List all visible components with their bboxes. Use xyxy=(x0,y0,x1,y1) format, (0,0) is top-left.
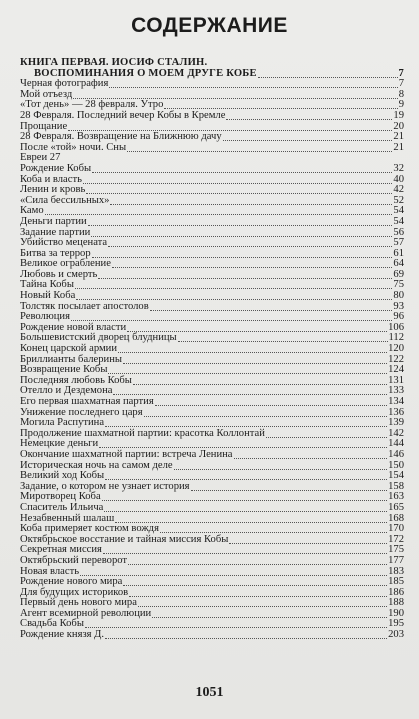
leader-dots xyxy=(61,153,403,161)
toc-entry-page: 57 xyxy=(393,237,404,249)
toc-entry-page: 122 xyxy=(388,353,404,365)
toc-entry-page: 175 xyxy=(388,544,404,556)
leader-dots xyxy=(86,185,392,194)
toc-entry-title: Унижение последнего царя xyxy=(20,406,143,418)
toc-entry-title: Новый Коба xyxy=(20,290,76,302)
toc-entry-title: Задание, о котором не узнает история xyxy=(20,480,190,492)
toc-entry-page: 163 xyxy=(388,491,404,503)
toc-entry-title: Рождение Кобы xyxy=(20,162,92,174)
toc-entry-page: 133 xyxy=(388,385,404,397)
toc-entry-title: Бриллианты балерины xyxy=(20,353,122,365)
leader-dots xyxy=(127,143,392,152)
toc-entry-title: Прощание xyxy=(20,120,68,132)
toc-entry-page: 120 xyxy=(388,343,404,355)
leader-dots xyxy=(128,556,387,565)
leader-dots xyxy=(191,482,388,491)
leader-dots xyxy=(112,259,393,268)
toc-entry-title: Революция xyxy=(20,311,70,323)
toc-entry-page: 154 xyxy=(388,470,404,482)
toc-entry-title: Деньги партии xyxy=(20,215,87,227)
toc-entry-title: Отелло и Дездемона xyxy=(20,385,113,397)
toc-entry xyxy=(20,270,404,281)
toc-entry-page: 21 xyxy=(393,131,404,143)
leader-dots xyxy=(223,132,393,141)
toc-entry xyxy=(20,143,404,154)
toc-entry-page: 75 xyxy=(393,279,404,291)
book-heading: КНИГА ПЕРВАЯ. ИОСИФ СТАЛИН. xyxy=(20,57,208,68)
leader-dots xyxy=(68,122,392,131)
leader-dots xyxy=(73,90,397,99)
toc-entry-title: Толстяк посылает апостолов xyxy=(20,300,149,312)
toc-entry-title: Рождение нового мира xyxy=(20,576,123,588)
leader-dots xyxy=(164,100,397,109)
toc-entry-page: 21 xyxy=(393,141,404,153)
toc-entry-title: 28 Февраля. Последний вечер Кобы в Кремле xyxy=(20,109,226,121)
toc-entry-page: 20 xyxy=(393,120,404,132)
toc-entry-page: 203 xyxy=(388,629,404,641)
leader-dots xyxy=(129,588,387,597)
leader-dots xyxy=(178,333,388,342)
toc-entry-title: Октябрьское восстание и тайная миссия Кобы xyxy=(20,533,229,545)
toc-entry-title: Убийство мецената xyxy=(20,237,108,249)
toc-entry-title: Новая власть xyxy=(20,565,80,577)
toc-entry-title: Окончание шахматной партии: встреча Ленина xyxy=(20,448,233,460)
leader-dots xyxy=(138,598,387,607)
leader-dots xyxy=(71,312,392,321)
toc-entry xyxy=(20,164,404,175)
toc-entry-page: 61 xyxy=(393,247,404,259)
toc-entry-title: Большевистский дворец блудницы xyxy=(20,332,177,344)
toc-entry-page: 177 xyxy=(388,554,404,566)
toc-entry-page: 54 xyxy=(393,205,404,217)
toc-entry-title: Агент всемирной революции xyxy=(20,607,152,619)
toc-entry xyxy=(20,79,404,90)
leader-dots xyxy=(174,461,388,470)
toc-entry-page: 106 xyxy=(388,321,404,333)
leader-dots xyxy=(99,439,387,448)
toc-entry-title: Рождение князя Д. xyxy=(20,629,105,641)
toc-entry-title: Камо xyxy=(20,205,44,217)
leader-dots xyxy=(144,408,388,417)
toc-entry-page: 32 xyxy=(393,162,404,174)
toc-entry-page: 69 xyxy=(393,268,404,280)
toc-entry xyxy=(20,217,404,228)
toc-entry-title: Секретная миссия xyxy=(20,544,102,556)
leader-dots xyxy=(123,577,387,586)
toc-entry-title: Историческая ночь на самом деле xyxy=(20,459,173,471)
leader-dots xyxy=(103,545,387,554)
toc-entry-title: Черная фотография xyxy=(20,78,109,90)
toc-entry-page: 52 xyxy=(393,194,404,206)
toc-entry-page: 56 xyxy=(393,226,404,238)
leader-dots xyxy=(266,429,387,438)
leader-dots xyxy=(123,355,387,364)
toc-entry xyxy=(20,556,404,567)
leader-dots xyxy=(160,524,387,533)
toc-entry-title: Ленин и кровь xyxy=(20,184,86,196)
toc-entry-title: «Сила бессильных» xyxy=(20,194,110,206)
page-number: 1051 xyxy=(195,685,224,700)
toc-entry xyxy=(20,630,404,641)
leader-dots xyxy=(88,217,393,226)
leader-dots xyxy=(92,164,392,173)
toc-entry-page: 93 xyxy=(393,300,404,312)
toc-entry-page: 139 xyxy=(388,417,404,429)
toc-entry xyxy=(20,111,404,122)
toc-entry-title: Любовь и смерть xyxy=(20,268,98,280)
leader-dots xyxy=(91,228,392,237)
toc-entry-page: 195 xyxy=(388,618,404,630)
leader-dots xyxy=(105,471,387,480)
leader-dots xyxy=(98,270,392,279)
toc-entry-page: 136 xyxy=(388,406,404,418)
leader-dots xyxy=(102,492,387,501)
leader-dots xyxy=(133,376,387,385)
leader-dots xyxy=(83,175,392,184)
leader-dots xyxy=(229,535,387,544)
toc-entry-page: 64 xyxy=(393,258,404,270)
toc-entry-page: 190 xyxy=(388,607,404,619)
toc-entry-page: 134 xyxy=(388,396,404,407)
leader-dots xyxy=(226,111,392,120)
leader-dots xyxy=(109,79,397,88)
toc-entry-title: Первый день нового мира xyxy=(20,597,137,609)
toc-entry-title: Рождение новой власти xyxy=(20,321,127,333)
toc-entry-title: Битва за террор xyxy=(20,247,91,259)
toc-entry-title: Октябрьский переворот xyxy=(20,554,128,566)
toc-entry-title: После «той» ночи. Сны xyxy=(20,141,127,153)
toc-entry-title: «Тот день» — 28 февраля. Утро xyxy=(20,99,164,111)
toc-entry xyxy=(20,503,404,514)
toc-entry-title: 28 Февраля. Возвращение на Ближнюю дачу xyxy=(20,131,222,143)
leader-dots xyxy=(104,503,387,512)
toc-entry-title: Великое ограбление xyxy=(20,258,111,270)
leader-dots xyxy=(110,196,392,205)
toc-entry-title: Последняя любовь Кобы xyxy=(20,374,132,386)
leader-dots xyxy=(234,450,388,459)
toc-entry-page: 172 xyxy=(388,533,404,545)
toc-entry-page: 144 xyxy=(388,438,404,450)
toc-entry-page: 54 xyxy=(393,215,404,227)
toc-entry-title: Коба и власть xyxy=(20,173,82,185)
toc-entry xyxy=(20,196,404,207)
toc-entry-title: Задание партии xyxy=(20,226,91,238)
leader-dots xyxy=(258,69,398,78)
leader-dots xyxy=(155,397,387,406)
toc-entry xyxy=(20,450,404,461)
toc-entry-title: Коба примеряет костюм вождя xyxy=(20,523,159,535)
toc-entry-page: 165 xyxy=(388,501,404,513)
book-subheading-title: ВОСПОМИНАНИЯ О МОЕМ ДРУГЕ КОБЕ xyxy=(34,67,257,79)
leader-dots xyxy=(85,619,387,628)
toc-entry-page: 131 xyxy=(388,374,404,386)
leader-dots xyxy=(150,302,393,311)
leader-dots xyxy=(108,238,392,247)
table-of-contents xyxy=(20,58,404,641)
leader-dots xyxy=(75,280,392,289)
toc-entry-page: 183 xyxy=(388,565,404,577)
leader-dots xyxy=(118,344,387,353)
toc-entry-page: 19 xyxy=(393,109,404,121)
leader-dots xyxy=(105,630,387,639)
leader-dots xyxy=(152,609,387,618)
book-subheading-page: 7 xyxy=(398,67,404,79)
toc-entry-page: 80 xyxy=(393,290,404,302)
toc-entry-page: 42 xyxy=(393,184,404,196)
toc-entry-title: Великий ход Кобы xyxy=(20,470,105,482)
toc-entry-page: 7 xyxy=(398,78,404,90)
toc-entry-page: 186 xyxy=(388,586,404,598)
toc-entry-page: 40 xyxy=(393,173,404,185)
toc-entry-title: Тайна Кобы xyxy=(20,279,74,291)
toc-entry-page: 112 xyxy=(388,332,404,344)
leader-dots xyxy=(105,418,387,427)
leader-dots xyxy=(45,206,393,215)
toc-entry-title: Евреи 27 xyxy=(20,152,61,164)
toc-entry-title: Могила Распутина xyxy=(20,417,105,429)
leader-dots xyxy=(113,386,387,395)
toc-entries xyxy=(20,79,404,640)
toc-entry-page: 124 xyxy=(388,364,404,376)
toc-entry-title: Мой отъезд xyxy=(20,88,73,100)
page-title: СОДЕРЖАНИЕ xyxy=(131,14,288,37)
toc-entry-title: Продолжение шахматной партии: красотка Коллонтай xyxy=(20,427,265,439)
toc-entry-page: 188 xyxy=(388,597,404,609)
toc-entry-page: 158 xyxy=(388,480,404,492)
toc-entry-title: Конец царской армии xyxy=(20,343,117,355)
toc-entry-page: 168 xyxy=(388,512,404,524)
leader-dots xyxy=(108,365,387,374)
leader-dots xyxy=(115,514,387,523)
toc-entry-title: Для будущих историков xyxy=(20,586,129,598)
leader-dots xyxy=(127,323,387,332)
toc-entry xyxy=(20,302,404,313)
toc-entry-title: Немецкие деньги xyxy=(20,438,99,450)
toc-entry xyxy=(20,397,404,408)
toc-entry-title: Спаситель Ильича xyxy=(20,501,104,513)
toc-entry-title: Незабвенный шалаш xyxy=(20,512,115,524)
toc-entry-page: 150 xyxy=(388,459,404,471)
toc-entry-page: 170 xyxy=(388,523,404,535)
toc-entry xyxy=(20,280,404,291)
toc-entry-page: 9 xyxy=(398,99,404,111)
leader-dots xyxy=(76,291,392,300)
leader-dots xyxy=(80,567,387,576)
toc-entry-title: Свадьба Кобы xyxy=(20,618,84,630)
toc-entry-title: Его первая шахматная партия xyxy=(20,396,154,407)
toc-entry-page: 96 xyxy=(393,311,404,323)
toc-entry-title: Миротворец Коба xyxy=(20,491,101,503)
toc-entry-page: 185 xyxy=(388,576,404,588)
leader-dots xyxy=(92,249,393,258)
toc-entry-title: Возвращение Кобы xyxy=(20,364,108,376)
toc-entry-page: 142 xyxy=(388,427,404,439)
toc-entry-page: 8 xyxy=(398,88,404,100)
toc-entry-page: 146 xyxy=(388,448,404,460)
